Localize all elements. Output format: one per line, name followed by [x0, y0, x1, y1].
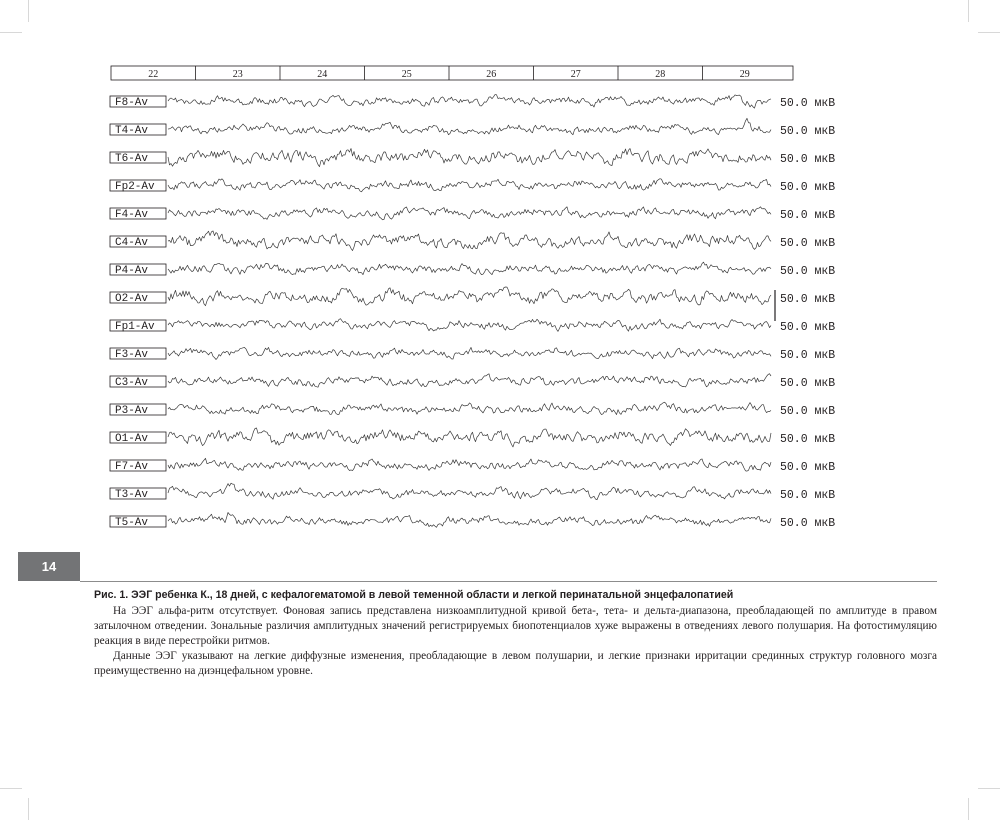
channel-calibration-label: 50.0 мкВ [780, 265, 836, 278]
channel-trace [168, 179, 771, 192]
channel-trace [168, 374, 771, 388]
ruler-second-label: 29 [739, 69, 750, 80]
channel-label: F7-Av [115, 461, 149, 473]
channel-label: Fp1-Av [115, 321, 155, 333]
channel-calibration-label: 50.0 мкВ [780, 377, 836, 390]
channel-trace [168, 118, 771, 134]
description-paragraph: Данные ЭЭГ указывают на легкие диффузные изменения, преобладающие в левом полушарии, и легкие признаки ирритации срединных структур головного мозга преимущественно на диэнцефальном уровне. [94, 650, 937, 677]
channel-calibration-label: 50.0 мкВ [780, 517, 836, 530]
channel-label: F4-Av [115, 209, 149, 221]
channel-trace [168, 207, 771, 220]
channel-calibration-label: 50.0 мкВ [780, 153, 836, 166]
ruler-second-label: 27 [570, 69, 581, 80]
ruler-frame [111, 66, 793, 80]
time-ruler [111, 66, 793, 80]
caption-rule [80, 581, 937, 582]
channel-label: O2-Av [115, 293, 149, 305]
channel-label: C3-Av [115, 377, 149, 389]
channel-calibration-label: 50.0 мкВ [780, 405, 836, 418]
crop-mark [28, 798, 29, 820]
page-number: 14 [41, 559, 57, 574]
ruler-second-label: 24 [317, 69, 328, 80]
crop-mark [0, 788, 22, 789]
channel-label: Fp2-Av [115, 181, 155, 193]
channel-trace [168, 262, 771, 275]
channel-label: T5-Av [115, 517, 149, 529]
channel-trace [168, 458, 771, 471]
channel-trace [168, 428, 771, 447]
channel-calibration-label: 50.0 мкВ [780, 181, 836, 194]
channel-calibration-label: 50.0 мкВ [780, 125, 836, 138]
channel-calibration-label: 50.0 мкВ [780, 209, 836, 222]
crop-mark [978, 788, 1000, 789]
channel-label: F8-Av [115, 97, 149, 109]
channel-trace [168, 95, 771, 109]
figure-caption: Рис. 1. ЭЭГ ребенка К., 18 дней, с кефалогематомой в левой теменной области и легкой перинатальной энцефалопатией [94, 589, 734, 601]
channel-calibration-label: 50.0 мкВ [780, 349, 836, 362]
channel-calibration-label: 50.0 мкВ [780, 321, 836, 334]
ruler-second-label: 25 [401, 69, 412, 80]
channel-trace [168, 347, 771, 359]
channel-label: C4-Av [115, 237, 149, 249]
channel-calibration-label: 50.0 мкВ [780, 433, 836, 446]
channel-trace [168, 231, 771, 251]
ruler-second-label: 22 [148, 69, 159, 80]
channel-calibration-label: 50.0 мкВ [780, 461, 836, 474]
channel-label: F3-Av [115, 349, 149, 361]
page-number-tab [18, 552, 80, 581]
channel-trace [168, 402, 771, 414]
ruler-second-label: 26 [486, 69, 497, 80]
ruler-second-label: 28 [655, 69, 666, 80]
channel-calibration-label: 50.0 мкВ [780, 489, 836, 502]
eeg-channels [110, 95, 835, 530]
channel-label: T4-Av [115, 125, 149, 137]
figure-description [94, 604, 937, 679]
channel-calibration-label: 50.0 мкВ [780, 293, 836, 306]
channel-trace [168, 513, 771, 528]
channel-trace [168, 319, 771, 332]
channel-label: T6-Av [115, 153, 149, 165]
channel-trace [168, 287, 771, 306]
channel-label: P4-Av [115, 265, 149, 277]
channel-label: P3-Av [115, 405, 149, 417]
channel-trace [168, 483, 771, 500]
description-paragraph: На ЭЭГ альфа-ритм отсутствует. Фоновая запись представлена низкоамплитудной кривой бета-, тета- и дельта-диапазона, преобладающей по амплитуде в правом затылочном отведении. Зональные различия амплитудных значений регистрируемых биопотенциалов хуже выражены в отведениях левого полушария. На фотостимуляцию реакция в виде перестройки ритмов. [94, 605, 937, 647]
ruler-second-label: 23 [232, 69, 243, 80]
channel-trace [168, 149, 771, 167]
channel-label: O1-Av [115, 433, 149, 445]
channel-calibration-label: 50.0 мкВ [780, 97, 836, 110]
channel-calibration-label: 50.0 мкВ [780, 237, 836, 250]
channel-label: T3-Av [115, 489, 149, 501]
crop-mark [968, 798, 969, 820]
